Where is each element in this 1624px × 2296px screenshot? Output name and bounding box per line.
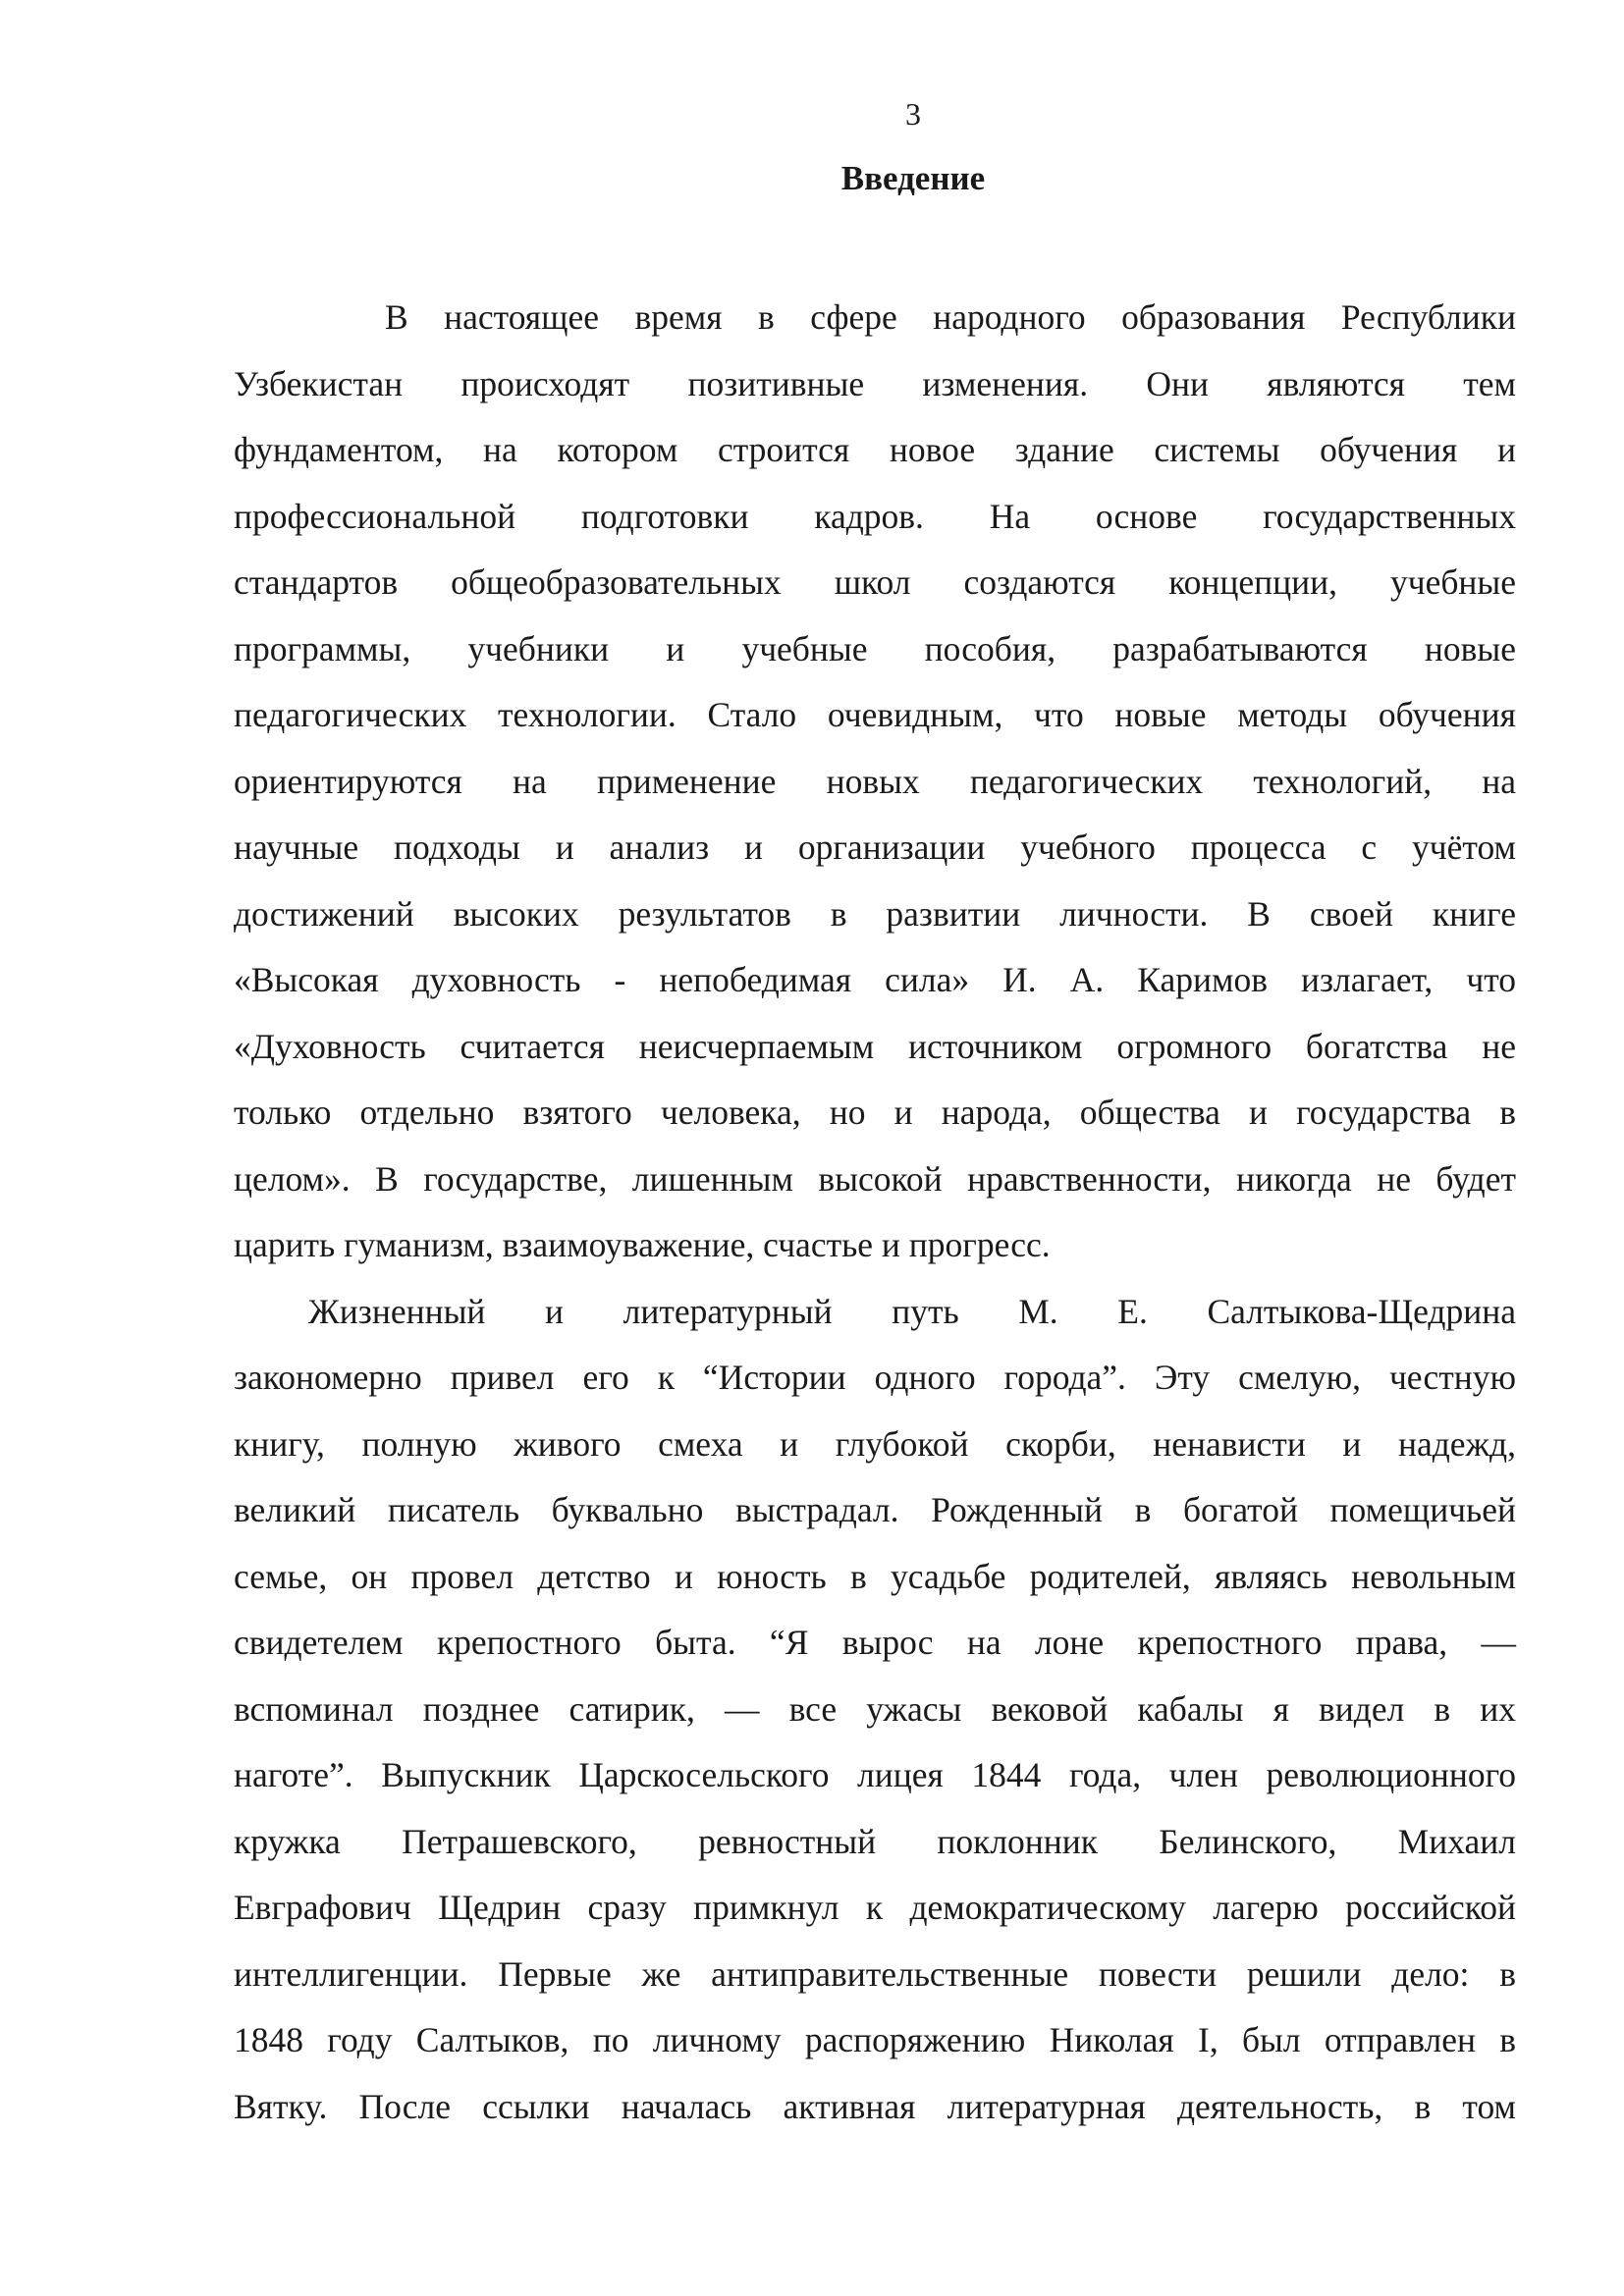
text-line: свидетелем крепостного быта. “Я вырос на лоне крепостного права, —: [234, 1623, 1516, 1662]
text-line: педагогических технологии. Стало очевидным, что новые методы обучения: [234, 695, 1516, 734]
text-line: закономерно привел его к “Истории одного города”. Эту смелую, честную: [234, 1358, 1516, 1397]
text-line: «Высокая духовность - непобедимая сила» И. А. Каримов излагает, что: [234, 960, 1516, 999]
text-line: Узбекистан происходят позитивные изменения. Они являются тем: [234, 363, 1516, 403]
text-line: царить гуманизм, взаимоуважение, счастье и прогресс.: [234, 1225, 1051, 1264]
text-line: книгу, полную живого смеха и глубокой скорби, ненависти и надежд,: [234, 1423, 1516, 1464]
text-line: «Духовность считается неисчерпаемым источником огромного богатства не: [234, 1026, 1516, 1066]
text-line: Жизненный и литературный путь М. Е. Салтыкова-Щедрина: [308, 1291, 1516, 1331]
text-line: наготе”. Выпускник Царскосельского лицея 1844 года, член революционного: [234, 1755, 1516, 1794]
text-line: профессиональной подготовки кадров. На основе государственных: [234, 496, 1516, 536]
text-line: В настоящее время в сфере народного образования Республики: [385, 297, 1516, 337]
paragraph-2: [234, 1279, 1516, 2141]
text-line: ориентируются на применение новых педагогических технологий, на: [234, 761, 1516, 801]
text-line: фундаментом, на котором строится новое здание системы обучения и: [234, 430, 1516, 469]
section-heading: Введение: [840, 159, 986, 197]
text-line: стандартов общеобразовательных школ создаются концепции, учебные: [234, 562, 1516, 602]
text-line: научные подходы и анализ и организации учебного процесса с учётом: [234, 828, 1516, 867]
text-line: вспоминал позднее сатирик, — все ужасы вековой кабалы я видел в их: [234, 1688, 1516, 1729]
text-line: 1848 году Салтыков, по личному распоряжению Николая I, был отправлен в: [234, 2020, 1516, 2059]
text-line: великий писатель буквально выстрадал. Рожденный в богатой помещичьей: [234, 1490, 1516, 1529]
text-line: достижений высоких результатов в развитии личности. В своей книге: [234, 893, 1516, 934]
text-line: Евграфович Щедрин сразу примкнул к демократическому лагерю российской: [234, 1888, 1516, 1927]
page-number: 3: [905, 96, 921, 132]
text-line: семье, он провел детство и юность в усадьбе родителей, являясь невольным: [234, 1556, 1516, 1596]
text-line: кружка Петрашевского, ревностный поклонник Белинского, Михаил: [234, 1821, 1516, 1861]
text-line: интеллигенции. Первые же антиправительственные повести решили дело: в: [234, 1953, 1516, 1994]
paragraph-1: [234, 285, 1516, 1279]
text-line: целом». В государстве, лишенным высокой нравственности, никогда не будет: [234, 1158, 1516, 1199]
text-line: только отдельно взятого человека, но и народа, общества и государства в: [234, 1093, 1516, 1132]
text-line: программы, учебники и учебные пособия, разрабатываются новые: [234, 628, 1516, 668]
text-line: Вятку. После ссылки началась активная литературная деятельность, в том: [234, 2086, 1516, 2126]
body-text: [234, 285, 1516, 2140]
